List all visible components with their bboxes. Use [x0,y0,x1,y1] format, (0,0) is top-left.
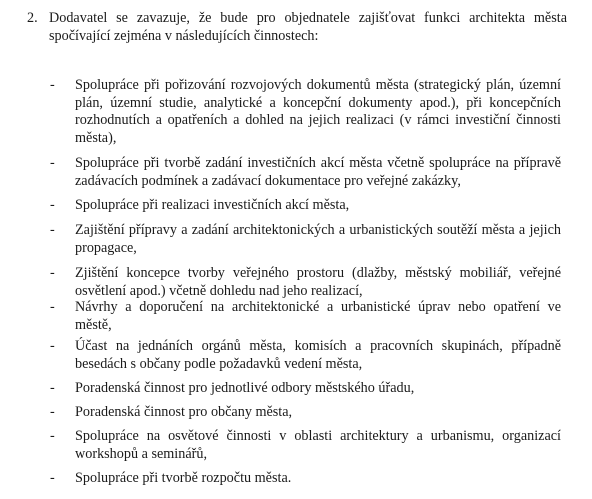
item-line: zadávacích podmínek a zadávací dokumentace pro veřejné zakázky, [75,172,461,189]
bullet-dash: - [50,265,55,281]
bullet-dash: - [50,470,55,486]
bullet-dash: - [50,77,55,93]
bullet-dash: - [50,338,55,354]
list-item-text [75,380,561,398]
item-line: města), [75,129,117,146]
item-line: osvětlení apod.) včetně dohledu nad jeho realizací, [75,282,363,299]
item-line: workshopů a seminářů, [75,445,207,462]
bullet-dash: - [50,197,55,213]
item-line: Účast na jednáních orgánů města, komisích a pracovních skupinách, případně [75,338,561,354]
list-item-text [75,77,561,147]
item-line: Spolupráce při tvorbě rozpočtu města. [75,470,292,486]
list-item-text [75,470,561,488]
list-item-text [75,222,561,257]
item-line: plán, územní studie, analytické a koncepční dokumenty apod.), při koncepčních [75,94,561,111]
item-line: Návrhy a doporučení na architektonické a urbanistické úprav nebo opatření ve [75,299,561,315]
bullet-dash: - [50,380,55,396]
list-item-text [75,338,561,373]
item-line: rozhodnutích a opatřeních a dohled na jejich realizaci (v rámci investiční činnosti [75,112,561,128]
intro-line: spočívající zejména v následujících činnostech: [49,27,319,44]
list-item-text [75,428,561,463]
intro-line: Dodavatel se zavazuje, že bude pro objednatele zajišťovat funkci architekta města [49,10,567,26]
item-line: propagace, [75,239,137,256]
item-line: Spolupráce při tvorbě zadání investičních akcí města včetně spolupráce na přípravě [75,155,561,171]
item-line: Spolupráce na osvětové činnosti v oblasti architektury a urbanismu, organizací [75,428,561,444]
paragraph-number: 2. [27,10,38,26]
bullet-dash: - [50,404,55,420]
bullet-dash: - [50,299,55,315]
item-line: městě, [75,316,112,333]
item-line: Spolupráce při realizaci investičních akcí města, [75,197,350,213]
item-line: Zjištění koncepce tvorby veřejného prostoru (dlažby, městský mobiliář, veřejné [75,265,561,281]
list-item-text [75,265,561,300]
bullet-dash: - [50,428,55,444]
item-line: Zajištění přípravy a zadání architektonických a urbanistických soutěží města a jejich [75,222,561,238]
bullet-dash: - [50,155,55,171]
list-item-text [75,404,561,422]
intro-text [49,10,567,45]
item-line: Poradenská činnost pro občany města, [75,404,293,420]
bullet-dash: - [50,222,55,238]
list-item-text [75,299,561,334]
intro-paragraph [27,10,567,45]
item-line: besedách s občany podle požadavků vedení města, [75,355,363,372]
item-line: Spolupráce při pořizování rozvojových dokumentů města (strategický plán, územní [75,77,561,93]
list-item-text [75,155,561,190]
item-line: Poradenská činnost pro jednotlivé odbory městského úřadu, [75,380,415,396]
list-item-text [75,197,561,215]
